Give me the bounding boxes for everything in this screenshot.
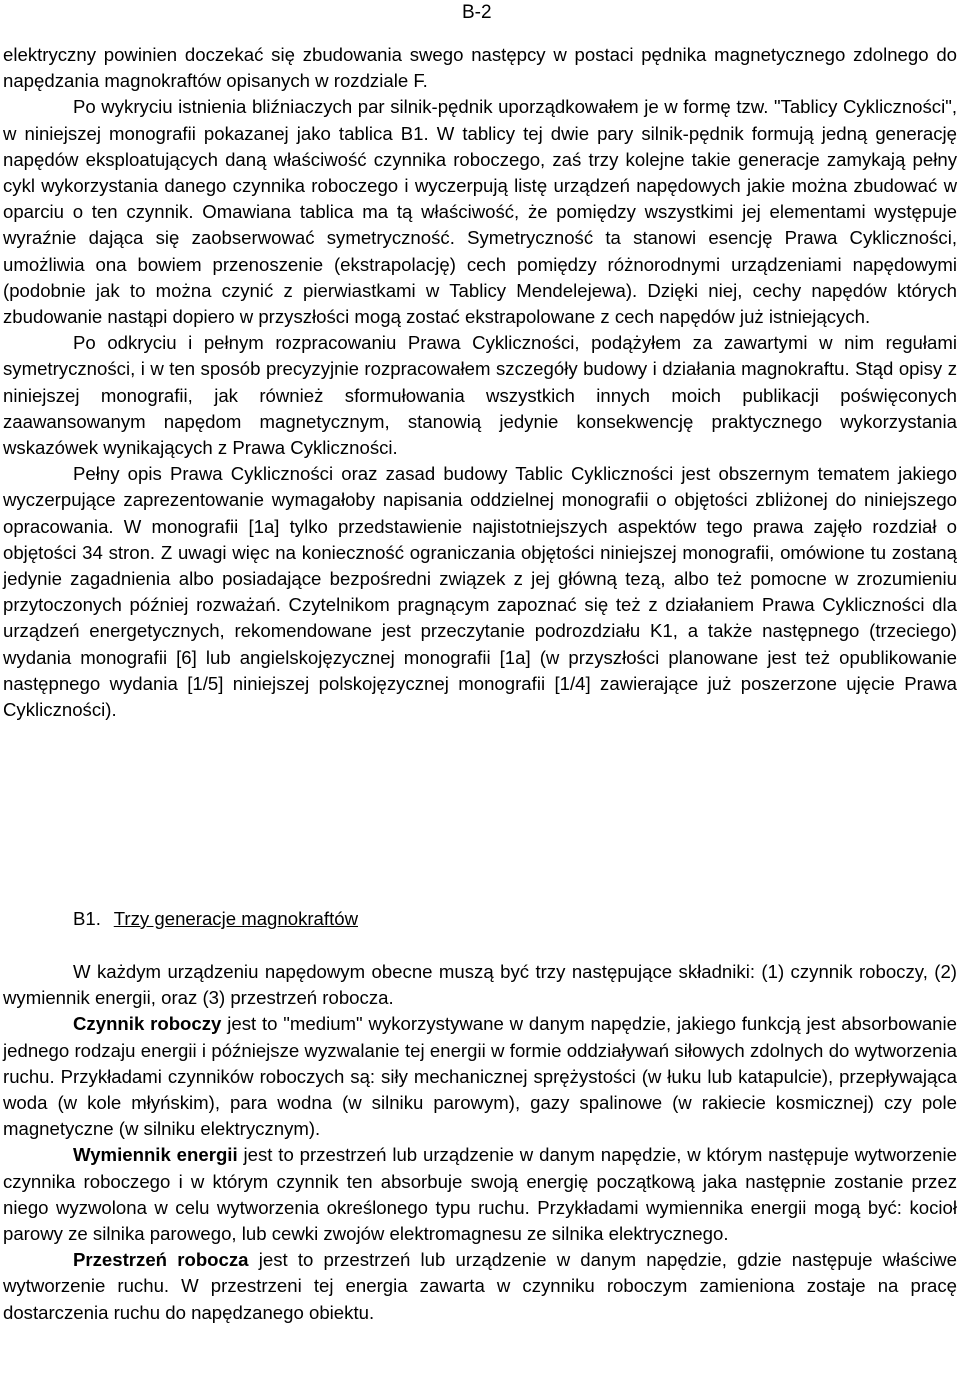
term-working-agent: Czynnik roboczy (73, 1013, 222, 1035)
paragraph-working-space (3, 1247, 957, 1326)
text-block-top (3, 42, 957, 723)
paragraph-symmetry-rules: Po odkryciu i pełnym rozpracowaniu Prawa Cykliczności, podążyłem za zawartymi w nim regułami symetryczności, i w ten sposób precyzyjnie rozpracowałem szczegóły budowy i działania magnokraftu. Stąd opisy z niniejszej monografii, jak również sformułowania wszystkich innych moich publikacji poświęconych zaawansowanym napędom magnetycznym, stanowią jedynie konsekwencję praktycznego wykorzystania wskazówek wynikających z Prawa Cykliczności. (3, 332, 957, 459)
paragraph-cycle-table: Po wykryciu istnienia bliźniaczych par silnik-pędnik uporządkowałem je w formę tzw. "Tablicy Cykliczności", w niniejszej monografii pokazanej jako tablica B1. W tablicy tej dwie pary silnik-pędnik formują jedną generację napędów eksploatujących daną właściwość czynnika roboczego, zaś trzy kolejne takie generacje zamykają pełny cykl wykorzystania danego czynnika roboczego i wyczerpują listę urządzeń napędowych jakie można zbudować w oparciu o ten czynnik. Omawiana tablica ma tą właściwość, że pomiędzy wszystkimi jej elementami występuje wyraźnie dająca się zaobserwować symetryczność. Symetryczność ta stanowi esencję Prawa Cykliczności, umożliwia ona bowiem przenoszenie (ekstrapolację) cech pomiędzy różnorodnymi urządzeniami napędowymi (podobnie jak to można czynić z pierwiastkami w Tablicy Mendelejewa). Dzięki niej, cechy napędów których zbudowanie nastąpi dopiero w przyszłości mogą zostać ekstrapolowane z cech napędów już istniejących. (3, 96, 957, 328)
section-number: B1. (73, 908, 101, 929)
term-working-space: Przestrzeń robocza (73, 1249, 249, 1271)
paragraph-continuation: elektryczny powinien doczekać się zbudowania swego następcy w postaci pędnika magnetycznego zdolnego do napędzania magnokraftów opisanych w rozdziale F. (3, 44, 957, 92)
paragraph-full-description: Pełny opis Prawa Cykliczności oraz zasad budowy Tablic Cykliczności jest obszernym tematem jakiego wyczerpujące zaprezentowanie wymagałoby napisania oddzielnej monografii o objętości zbliżonej do niniejszego opracowania. W monografii [1a] tylko przedstawienie najistotniejszych aspektów tego prawa zajęło rozdział o objętości 34 stron. Z uwagi więc na konieczność ograniczania objętości niniejszej monografii, omówione tu zostaną jedynie zagadnienia albo posiadające bezpośredni związek z jej główną tezą, albo też pomocne w zrozumieniu przytoczonych później rozważań. Czytelnikom pragnącym zapoznać się też z działaniem Prawa Cykliczności dla urządzeń energetycznych, rekomendowane jest przeczytanie podrozdziału K1, a także następnego (trzeciego) wydania monografii [6] lub angielskojęzycznej monografii [1a] (w przyszłości planowane jest też opublikowanie następnego wydania [1/5] niniejszej polskojęzycznej monografii [1/4] zawierające już poszerzone ujęcie Prawa Cykliczności). (3, 463, 957, 721)
section-title: Trzy generacje magnokraftów (113, 908, 358, 929)
paragraph-three-components: W każdym urządzeniu napędowym obecne muszą być trzy następujące składniki: (1) czynnik roboczy, (2) wymiennik energii, oraz (3) przestrzeń robocza. (3, 961, 957, 1009)
paragraph-energy-exchanger (3, 1142, 957, 1247)
section-heading (73, 906, 358, 932)
term-energy-exchanger: Wymiennik energii (73, 1144, 238, 1166)
definition-energy-exchanger: jest to przestrzeń lub urządzenie w danym napędzie, w którym następuje wytworzenie czynnika roboczego i w którym czynnik ten absorbuje swoją energię początkową jaka następnie zostanie przez niego wyzwolona w celu wytworzenia określonego typu ruchu. Przykładami wymiennika energii mogą być: kocioł parowy ze silnika parowego, lub cewki zwojów elektromagnesu ze silnika elektrycznego. (3, 1144, 957, 1245)
page-number: B-2 (462, 2, 492, 23)
definition-working-agent: jest to "medium" wykorzystywane w danym napędzie, jakiego funkcją jest absorbowanie jednego rodzaju energii i późniejsze wyzwalanie tej energii w formie oddziaływań siłowych zdolnych do wytworzenia ruchu. Przykładami czynników roboczych są: siły mechanicznej sprężystości (w łuku lub katapulcie), przepływająca woda (w kole młyńskim), para wodna (w silniku parowym), gazy spalinowe (w rakiecie kosmicznej) czy pole magnetyczne (w silniku elektrycznym). (3, 1013, 957, 1140)
paragraph-working-agent (3, 1011, 957, 1142)
definition-working-space: jest to przestrzeń lub urządzenie w danym napędzie, gdzie następuje właściwe wytworzenie ruchu. W przestrzeni tej energia zawarta w czynniku roboczym zamieniona zostaje na pracę dostarczenia ruchu do napędzanego obiektu. (3, 1249, 957, 1323)
text-block-bottom (3, 959, 957, 1326)
